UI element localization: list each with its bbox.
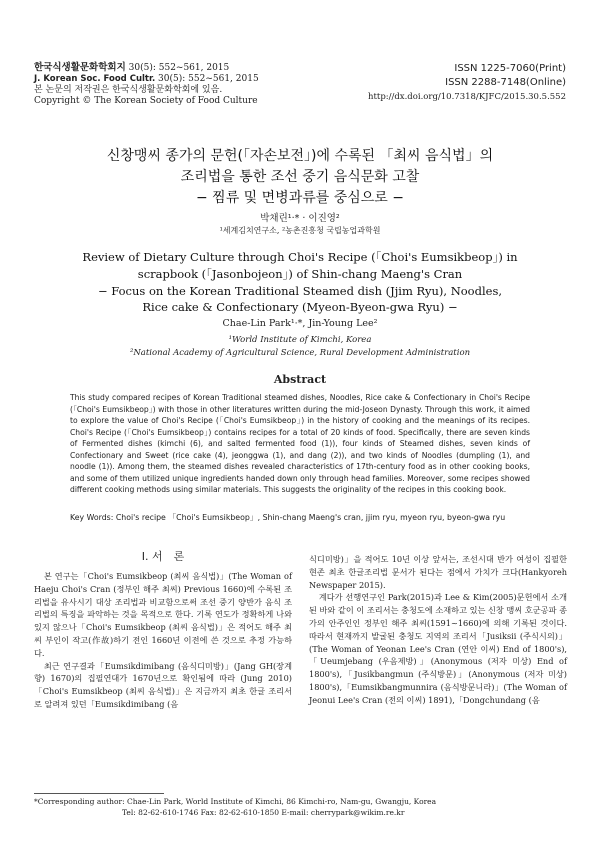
authors-ko: 박채린¹·* · 이진영² [260,213,340,224]
journal-name-ko: 한국식생활문화학회지 [34,62,126,73]
abstract-text: This study compared recipes of Korean Traditional steamed dishes, Noodles, Rice cake & Confectionary in Choi's Recipe (「Choi's Eumsikbeop」) with those in other literatures written during the mid-Joseon Dynasty. Through this work, it aimed to explore the value of Choi's Recipe (「Choi's Eumsikbeop」) in the history of cooking and the meanings of its recipes. Choi's Recipe (「Choi's Eumsikbeop」) contains recipes for a total of 20 kinds of food. Specifically, there are seven kinds of Fermented dishes (kimchi (6), and salted fermented food (1)), four kinds of Steamed dishes, seven kinds of Confectionary and Sweet (rice cake (4), jeonggwa (1), and dang (2)), and two kinds of Noodles (dumpling (1), and noodle (1)). Among them, the steamed dishes revealed characteristics of 17th-century food as in other cooking books, and some of them utilized unique ingredients handed down only through head families. Moreover, some recipes showed different cooking methods using similar materials. This suggests the originality of the recipes in this cooking book. [70,393,530,494]
issn-block [346,62,566,104]
title-en-line1: Review of Dietary Culture through Choi's Recipe (「Choi's Eumsikbeop」) in [82,250,518,264]
doi-link[interactable]: http://dx.doi.org/10.7318/KJFC/2015.30.5.552 [368,92,566,102]
section-heading-introduction: I. 서 론 [141,550,185,563]
authors-en: Chae-Lin Park¹·*, Jin-Young Lee² [222,318,378,329]
journal-name-en: J. Korean Soc. Food Cultr. [34,74,156,84]
paragraph: 계다가 선행연구인 Park(2015)과 Lee & Kim(2005)문헌에서 소개된 바와 같이 이 조리서는 충청도에 소재하고 있는 신창 맹씨 호군공파 종가의 안주인인 정부인 해주 최씨(1591~1660)에 의해 기록된 것이다. 따라서 현재까지 발굴된 충청도 지역의 조리서「Jusiksii (주식시의)」(The Woman of Yeonan Lee's Cran (연안 이씨) End of 1800's),「Ueumjebang (우음제방)」(Anonymous (저자 미상) End of 1800's),「Jusikbangmun (주식방문)」(Anonymous (저자 미상) 1800's),「Eumsikbangmunnira (음식방문니라)」(The Woman of Jeonui Lee's Cran (전의 이씨) 1891),「Dongchundang (음 [309,592,567,705]
journal-pages-ko: 30(5): 552~561, 2015 [125,63,230,73]
footnote [34,797,574,818]
body-column-left [34,570,292,711]
keywords: Key Words: Choi's recipe 「Choi's Eumsikbeop」, Shin-chang Maeng's cran, jjim ryu, myeon ryu, byeon-gwa ryu [70,513,506,522]
affiliation-en-1: ¹World Institute of Kimchi, Korea [228,335,372,345]
footnote-line2: Tel: 82-62-610-1746 Fax: 82-62-610-1850 E-mail: cherrypark@wikim.re.kr [122,807,405,817]
body-column-right [309,553,567,707]
copyright-ko: 본 논문의 저작권은 한국식생활문화학회에 있음. [34,85,223,95]
title-en-line4: Rice cake & Confectionary (Myeon-Byeon-gwa Ryu) − [142,300,458,314]
title-en-line2: scrapbook (「Jasonbojeon」) of Shin-chang Maeng's Cran [137,267,463,281]
issn-online: ISSN 2288-7148(Online) [445,77,566,88]
title-ko-line2: 조리법을 통한 조선 중기 음식문화 고찰 [180,169,420,185]
affiliation-en-2: ²National Academy of Agricultural Science, Rural Development Administration [129,348,471,358]
journal-header [34,62,334,107]
footnote-divider [34,793,164,794]
issn-print: ISSN 1225-7060(Print) [454,63,566,74]
footnote-line1: *Corresponding author: Chae-Lin Park, World Institute of Kimchi, 86 Kimchi-ro, Nam-gu, Gwangju, Korea [34,797,437,806]
paragraph: 식디미방)」을 적어도 10년 이상 앞서는, 조선시대 반가 여성이 집필한 현존 최초 한글조리법 문서가 된다는 점에서 가치가 크다(Hankyoreh Newspaper 2015). [309,554,567,590]
paragraph: 최근 연구결과「Eumsikdimibang (음식디미방)」(Jang GH(장계향) 1670)의 집필연대가 1670년으로 확인됨에 따라 (Jung 2010)「Choi's Eumsikbeop (최씨 음식법)」은 지금까지 최초 한글 조리서로 알려져 있던「Eumsikdimibang (음 [34,660,292,709]
title-en-line3: − Focus on the Korean Traditional Steamed dish (Jjim Ryu), Noodles, [97,284,503,298]
abstract-heading: Abstract [273,373,327,386]
copyright-en: Copyright © The Korean Society of Food Culture [34,96,258,106]
title-ko-line3: − 찜류 및 면병과류를 중심으로 − [196,190,404,206]
affiliation-ko: ¹세계김치연구소, ²농촌진흥청 국립농업과학원 [219,226,381,235]
paragraph: 본 연구는「Choi's Eumsikbeop (최씨 음식법)」(The Woman of Haeju Choi's Cran (정부인 해주 최씨) Previous 1660)에 수록된 조리법을 유사시기 대상 조리법과 비교함으로써 조선 중기 양반가 음식 조리법의 특징을 파악하는 것을 목적으로 한다. 기록 연도가 정확하게 나와 있지 않으나「Choi's Eumsikbeop (최씨 음식법)」은 적어도 해주 최씨 부인이 작고(作故)하기 전인 1660년 이전에 쓴 것으로 추정 가능하다. [34,571,292,658]
journal-pages-en: 30(5): 552~561, 2015 [155,74,259,84]
title-ko-line1: 신창맹씨 종가의 문헌(「자손보전」)에 수록된 「최씨 음식법」의 [106,148,494,164]
